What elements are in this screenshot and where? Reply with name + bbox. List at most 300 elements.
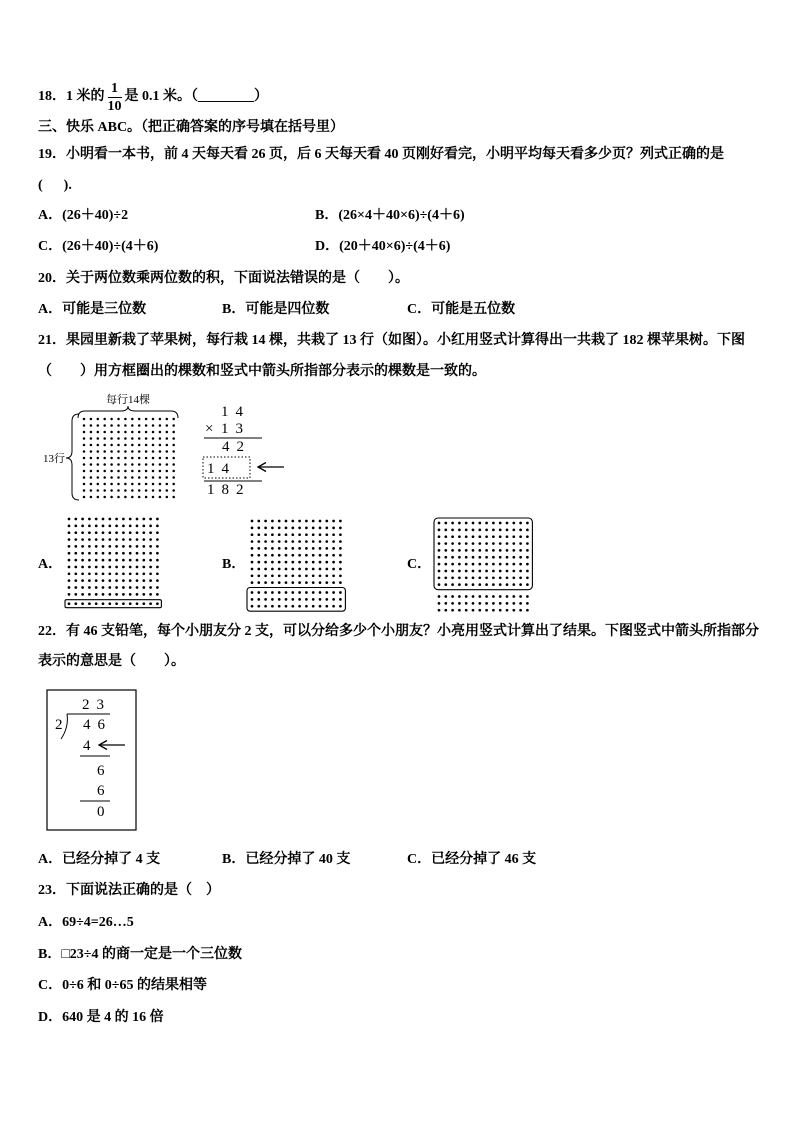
tree-dot [444, 535, 447, 538]
tree-dot [332, 598, 335, 601]
tree-dot [257, 605, 260, 608]
tree-dot [465, 570, 468, 573]
tree-dot [499, 583, 502, 586]
fraction [108, 81, 122, 114]
tree-dot [166, 437, 169, 440]
tree-dot [291, 574, 294, 577]
tree-dot [285, 605, 288, 608]
tree-dot [81, 586, 84, 589]
tree-dot [95, 531, 98, 534]
tree-dot [305, 533, 308, 536]
tree-dot [159, 483, 162, 486]
tree-dot [103, 463, 106, 466]
tree-dot [339, 540, 342, 543]
tree-dot [172, 489, 175, 492]
tree-dot [95, 579, 98, 582]
tree-dot [83, 463, 86, 466]
tree-dot [451, 583, 454, 586]
tree-dot [444, 583, 447, 586]
tree-dot [492, 595, 495, 598]
tree-dot [124, 424, 127, 427]
tree-dot [264, 598, 267, 601]
tree-dot [325, 547, 328, 550]
tree-dot [124, 444, 127, 447]
tree-dot [319, 561, 322, 564]
tree-dot [115, 545, 118, 548]
tree-dot [339, 591, 342, 594]
tree-dot [152, 496, 155, 499]
tree-dot [339, 533, 342, 536]
tree-dot [472, 563, 475, 566]
tree-dot [485, 595, 488, 598]
tree-dot [506, 570, 509, 573]
tree-dot [124, 476, 127, 479]
tree-dot [438, 529, 441, 532]
tree-dot [512, 529, 515, 532]
tree-dot [108, 559, 111, 562]
tree-dot [492, 529, 495, 532]
tree-dot [90, 418, 93, 421]
tree-dot [271, 520, 274, 523]
calc-product: 182 [207, 482, 251, 498]
tree-dot [312, 581, 315, 584]
tree-dot [152, 457, 155, 460]
tree-dot [305, 581, 308, 584]
tree-dot [90, 424, 93, 427]
tree-dot [478, 542, 481, 545]
tree-dot [332, 568, 335, 571]
tree-dot [499, 535, 502, 538]
tree-dot [68, 579, 71, 582]
tree-dot [88, 602, 91, 605]
tree-dot [285, 547, 288, 550]
tree-dot [115, 586, 118, 589]
tree-dot [103, 431, 106, 434]
tree-dot [499, 576, 502, 579]
tree-dot [136, 518, 139, 521]
tree-dot [291, 598, 294, 601]
tree-dot [149, 531, 152, 534]
tree-dot [108, 579, 111, 582]
tree-dot [485, 556, 488, 559]
tree-dot [172, 431, 175, 434]
tree-dot [145, 418, 148, 421]
option-a-grid [65, 518, 161, 608]
tree-dot [312, 598, 315, 601]
tree-dot [172, 457, 175, 460]
tree-dot [95, 559, 98, 562]
tree-dot [145, 450, 148, 453]
tree-dot [458, 583, 461, 586]
tree-dot [319, 581, 322, 584]
q21-option-b-label: B． [222, 557, 246, 572]
tree-dot [264, 540, 267, 543]
tree-dot [159, 450, 162, 453]
tree-dot [506, 595, 509, 598]
tree-dot [156, 559, 159, 562]
multiplication-calc [203, 404, 284, 498]
tree-dot [115, 531, 118, 534]
tree-dot [129, 552, 132, 555]
tree-dot [97, 470, 100, 473]
tree-dot [110, 444, 113, 447]
division-bracket [61, 714, 67, 739]
tree-dot [159, 476, 162, 479]
tree-dot [506, 576, 509, 579]
tree-dot [291, 527, 294, 530]
tree-dot [458, 535, 461, 538]
tree-dot [129, 538, 132, 541]
tree-dot [451, 529, 454, 532]
tree-dot [257, 598, 260, 601]
tree-dot [478, 556, 481, 559]
tree-dot [264, 605, 267, 608]
tree-dot [145, 437, 148, 440]
tree-dot [506, 556, 509, 559]
tree-dot [149, 525, 152, 528]
tree-dot [506, 563, 509, 566]
tree-dot [325, 554, 328, 557]
tree-dot [444, 529, 447, 532]
tree-dot [103, 437, 106, 440]
tree-dot [444, 542, 447, 545]
tree-dot [166, 450, 169, 453]
tree-dot [159, 444, 162, 447]
tree-dot [108, 531, 111, 534]
tree-dot [438, 549, 441, 552]
tree-dot [149, 545, 152, 548]
tree-dot [526, 556, 529, 559]
tree-dot [88, 538, 91, 541]
tree-dot [526, 522, 529, 525]
tree-dot [115, 602, 118, 605]
tree-dot [492, 549, 495, 552]
tree-dot [102, 586, 105, 589]
tree-dot [97, 476, 100, 479]
tree-dot [438, 522, 441, 525]
tree-dot [291, 591, 294, 594]
tree-dot [305, 561, 308, 564]
tree-dot [478, 609, 481, 612]
tree-dot [485, 576, 488, 579]
tree-dot [110, 476, 113, 479]
tree-dot [478, 602, 481, 605]
tree-dot [499, 522, 502, 525]
tree-dot [97, 437, 100, 440]
tree-dot [285, 554, 288, 557]
tree-dot [526, 563, 529, 566]
tree-dot [145, 463, 148, 466]
selection-box [247, 588, 345, 612]
tree-dot [438, 556, 441, 559]
tree-dot [458, 602, 461, 605]
tree-dot [74, 531, 77, 534]
tree-dot [478, 563, 481, 566]
tree-dot [152, 437, 155, 440]
tree-dot [257, 547, 260, 550]
tree-dot [129, 593, 132, 596]
tree-dot [90, 437, 93, 440]
tree-dot [102, 602, 105, 605]
tree-dot [110, 496, 113, 499]
tree-dot [152, 483, 155, 486]
tree-dot [152, 476, 155, 479]
tree-dot [325, 598, 328, 601]
tree-dot [172, 496, 175, 499]
tree-dot [117, 489, 120, 492]
tree-dot [339, 598, 342, 601]
tree-dot [142, 593, 145, 596]
tree-dot [271, 581, 274, 584]
tree-dot [102, 518, 105, 521]
tree-dot [465, 522, 468, 525]
tree-dot [159, 424, 162, 427]
tree-dot [166, 424, 169, 427]
tree-dot [122, 518, 125, 521]
tree-dot [271, 568, 274, 571]
tree-dot [305, 574, 308, 577]
tree-dot [166, 489, 169, 492]
tree-dot [108, 545, 111, 548]
tree-dot [305, 554, 308, 557]
tree-dot [438, 563, 441, 566]
tree-dot [156, 566, 159, 569]
tree-dot [451, 522, 454, 525]
tree-dot [251, 591, 254, 594]
tree-dot [152, 431, 155, 434]
tree-dot [519, 535, 522, 538]
tree-dot [68, 531, 71, 534]
tree-dot [312, 533, 315, 536]
tree-dot [129, 566, 132, 569]
tree-dot [506, 549, 509, 552]
tree-dot [451, 602, 454, 605]
tree-dot [68, 552, 71, 555]
tree-dot [492, 522, 495, 525]
tree-dot [115, 579, 118, 582]
tree-dot [166, 418, 169, 421]
tree-dot [124, 470, 127, 473]
tree-dot [458, 570, 461, 573]
tree-dot [131, 463, 134, 466]
q22-stem-line2: 表示的意思是（ ）。 [38, 654, 185, 669]
tree-dot [264, 574, 267, 577]
tree-dot [172, 424, 175, 427]
tree-dot [152, 489, 155, 492]
tree-dot [319, 554, 322, 557]
tree-dot [74, 572, 77, 575]
tree-dot [264, 591, 267, 594]
tree-dot [88, 579, 91, 582]
tree-dot [103, 483, 106, 486]
tree-dot [95, 602, 98, 605]
tree-dot [519, 549, 522, 552]
tree-dot [166, 457, 169, 460]
section-title: 三、快乐 ABC。（把正确答案的序号填在括号里） [38, 120, 345, 135]
tree-dot [444, 570, 447, 573]
tree-dot [136, 559, 139, 562]
tree-dot [110, 489, 113, 492]
tree-dot [519, 595, 522, 598]
tree-dot [68, 525, 71, 528]
arrow-left-icon [99, 741, 125, 750]
tree-dot [149, 518, 152, 521]
tree-dot [291, 520, 294, 523]
tree-dot [122, 572, 125, 575]
tree-dot [115, 552, 118, 555]
tree-dot [264, 547, 267, 550]
tree-dot [97, 424, 100, 427]
tree-dot [110, 450, 113, 453]
tree-dot [485, 535, 488, 538]
q23-option-d: D．640 是 4 的 16 倍 [38, 1010, 164, 1025]
tree-dot [74, 538, 77, 541]
division-step2: 6 [97, 763, 112, 779]
tree-dot [102, 579, 105, 582]
tree-dot [271, 533, 274, 536]
tree-dot [519, 556, 522, 559]
q19-option-d: D．(20＋40×6)÷(4＋6) [315, 239, 451, 254]
tree-dot [485, 522, 488, 525]
tree-dot [512, 535, 515, 538]
tree-dot [103, 470, 106, 473]
tree-dot [499, 595, 502, 598]
tree-dot [312, 561, 315, 564]
tree-dot [122, 579, 125, 582]
tree-dot [131, 437, 134, 440]
tree-dot [74, 586, 77, 589]
tree-dot [102, 593, 105, 596]
tree-dot [512, 576, 515, 579]
tree-dot [298, 520, 301, 523]
tree-dot [257, 591, 260, 594]
tree-dot [117, 444, 120, 447]
tree-dot [110, 483, 113, 486]
tree-dot [526, 576, 529, 579]
tree-dot [332, 533, 335, 536]
division-remainder: 0 [97, 804, 112, 820]
tree-dot [159, 496, 162, 499]
tree-dot [332, 591, 335, 594]
q20-option-c: C．可能是五位数 [407, 302, 516, 317]
q22-option-b: B．已经分掉了 40 支 [222, 852, 351, 867]
tree-dot [257, 533, 260, 536]
tree-dot [90, 450, 93, 453]
tree-dot [115, 593, 118, 596]
tree-dot [149, 538, 152, 541]
tree-dot [145, 424, 148, 427]
tree-dot [298, 533, 301, 536]
tree-dot [444, 609, 447, 612]
tree-dot [124, 489, 127, 492]
tree-dot [172, 450, 175, 453]
tree-dot [332, 520, 335, 523]
tree-dot [478, 583, 481, 586]
division-step3: 6 [97, 783, 112, 799]
tree-dot [90, 476, 93, 479]
tree-dot [103, 489, 106, 492]
tree-dot [108, 586, 111, 589]
tree-dot [138, 463, 141, 466]
tree-dot [83, 483, 86, 486]
tree-dot [108, 525, 111, 528]
q23-option-a: A．69÷4=26…5 [38, 915, 134, 930]
tree-dot [251, 520, 254, 523]
tree-dot [251, 561, 254, 564]
tree-dot [124, 483, 127, 486]
q21-option-a-label: A． [38, 557, 63, 572]
tree-dot [451, 563, 454, 566]
q20-option-b: B．可能是四位数 [222, 302, 330, 317]
tree-dot [149, 572, 152, 575]
tree-dot [499, 602, 502, 605]
q23-option-c: C．0÷6 和 0÷65 的结果相等 [38, 978, 207, 993]
tree-dot [278, 527, 281, 530]
tree-dot [124, 437, 127, 440]
tree-dot [251, 568, 254, 571]
tree-dot [145, 470, 148, 473]
tree-dot [438, 570, 441, 573]
tree-dot [472, 542, 475, 545]
tree-dot [278, 561, 281, 564]
tree-dot [74, 552, 77, 555]
tree-dot [519, 609, 522, 612]
tree-dot [506, 583, 509, 586]
tree-dot [122, 602, 125, 605]
tree-dot [485, 583, 488, 586]
tree-dot [271, 574, 274, 577]
tree-dot [472, 609, 475, 612]
tree-dot [325, 568, 328, 571]
tree-dot [492, 563, 495, 566]
tree-dot [485, 542, 488, 545]
tree-dot [485, 570, 488, 573]
tree-dot [110, 418, 113, 421]
q20-stem: 20．关于两位数乘两位数的积，下面说法错误的是（ ）。 [38, 271, 409, 286]
tree-dot [465, 576, 468, 579]
tree-dot [526, 583, 529, 586]
tree-dot [291, 581, 294, 584]
tree-dot [465, 563, 468, 566]
tree-dot [88, 531, 91, 534]
tree-dot [458, 522, 461, 525]
tree-dot [264, 561, 267, 564]
tree-dot [312, 591, 315, 594]
tree-dot [472, 535, 475, 538]
tree-dot [95, 525, 98, 528]
tree-dot [339, 554, 342, 557]
calc-multiplicand: 14 [221, 404, 250, 420]
tree-dot [97, 489, 100, 492]
tree-dot [298, 574, 301, 577]
tree-dot [305, 540, 308, 543]
tree-dot [156, 572, 159, 575]
division-figure [47, 690, 136, 830]
tree-dot [499, 609, 502, 612]
tree-dot [136, 531, 139, 534]
tree-dot [117, 431, 120, 434]
tree-dot [83, 431, 86, 434]
tree-dot [526, 535, 529, 538]
tree-dot [332, 540, 335, 543]
tree-dot [312, 527, 315, 530]
tree-dot [136, 602, 139, 605]
tree-dot [257, 568, 260, 571]
tree-dot [458, 576, 461, 579]
tree-dot [458, 529, 461, 532]
tree-dot [117, 463, 120, 466]
tree-dot [68, 518, 71, 521]
